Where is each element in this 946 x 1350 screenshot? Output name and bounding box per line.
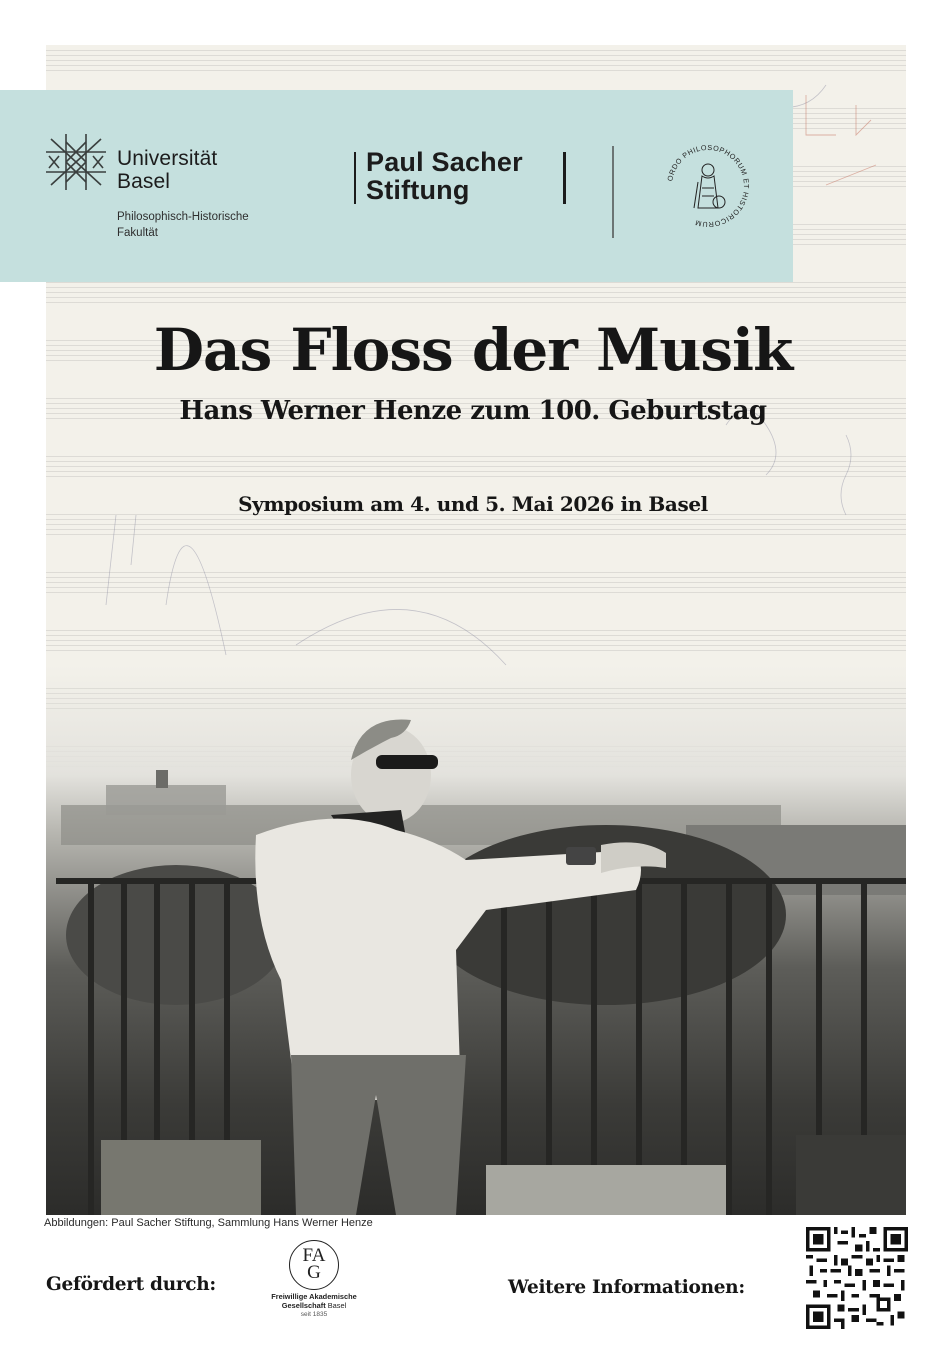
photo-illustration: [46, 665, 906, 1215]
faculty-line1: Philosophisch-Historische: [117, 211, 249, 223]
faculty-name: [117, 209, 249, 241]
fag-line2-regular: Basel: [325, 1300, 347, 1310]
fag-line2-bold: Gesellschaft: [281, 1300, 326, 1310]
university-name: [117, 147, 217, 193]
henze-photo: [46, 665, 906, 1215]
foundation-line1: Paul Sacher: [366, 147, 523, 177]
fag-monogram-icon: [289, 1240, 339, 1290]
psf-left-bar: [354, 152, 356, 204]
header-band: [0, 90, 793, 282]
image-credit: Abbildungen: Paul Sacher Stiftung, Sammlung Hans Werner Henze: [44, 1217, 373, 1229]
poster-title: Das Floss der Musik: [153, 316, 793, 384]
psf-right-bar: [563, 152, 566, 204]
university-name-line2: Basel: [117, 170, 171, 193]
poster-subtitle: Hans Werner Henze zum 100. Geburtstag: [179, 396, 767, 426]
university-name-line1: Universität: [117, 147, 218, 170]
fag-line3: seit 1835: [300, 1311, 328, 1318]
fag-monogram-bottom: G: [307, 1262, 321, 1283]
logo-divider: [612, 146, 614, 238]
fag-monogram-top: FA: [302, 1245, 326, 1266]
faculty-line2: Fakultät: [117, 227, 158, 239]
fag-logo: [258, 1240, 370, 1340]
qr-code-icon[interactable]: [806, 1227, 908, 1329]
foundation-line2: Stiftung: [366, 175, 470, 205]
paul-sacher-stiftung-logo: [366, 148, 523, 204]
ordo-seal-icon: [664, 142, 752, 230]
svg-text:ORDO PHILOSOPHORUM ET HISTORIC: ORDO PHILOSOPHORUM ET HISTORICORUM: [665, 142, 752, 230]
fag-line2: [258, 1302, 370, 1311]
event-date: Symposium am 4. und 5. Mai 2026 in Basel: [238, 492, 708, 516]
more-info-label: Weitere Informationen:: [508, 1277, 745, 1298]
unibas-star-grid-icon: [46, 134, 106, 190]
funded-by-label: Gefördert durch:: [46, 1274, 216, 1295]
fag-line1: Freiwillige Akademische: [271, 1292, 357, 1301]
